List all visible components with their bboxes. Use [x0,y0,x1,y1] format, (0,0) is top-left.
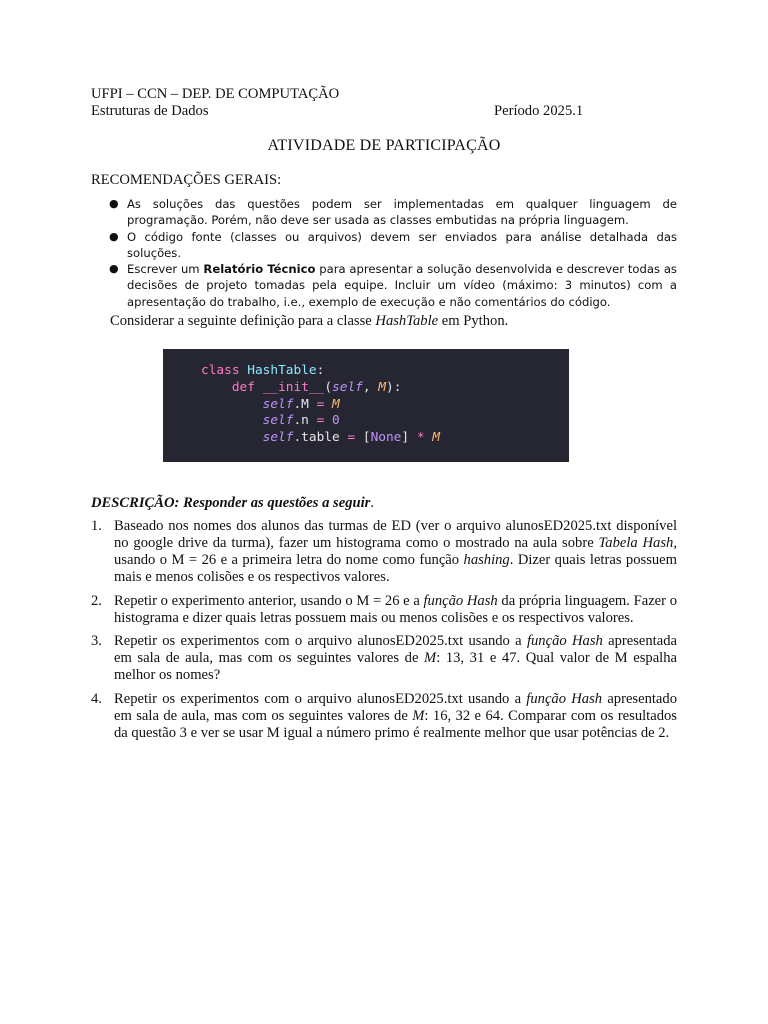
recommendation-text: O código fonte (classes ou arquivos) devem ser enviados para análise detalhada das soluções. [127,229,677,260]
attr-token: .n [293,413,317,429]
text-emphasis: função Hash [526,633,603,650]
operator: = [316,396,325,412]
text-emphasis: hashing [463,551,510,568]
description-text: Responder as questões a seguir [183,495,371,511]
none-token: None [370,430,402,446]
punct: [ [362,430,371,446]
text-run: . Dizer quais letras possuem mais e menos colisões e os respectivos valores. [114,551,678,585]
operator: = [347,430,356,446]
description-label: DESCRIÇÃO [91,495,175,511]
attr-token: .M [293,396,317,412]
text-emphasis: Tabela Hash [598,534,674,551]
period-label: Período 2025.1 [494,103,584,119]
question-text [114,691,677,741]
keyword: def [231,379,255,395]
technical-report-emphasis: Relatório Técnico [203,262,316,277]
text-emphasis: M [424,650,437,667]
question-number: 3. [91,633,102,650]
institution-line: UFPI – CCN – DEP. DE COMPUTAÇÃO [91,86,340,102]
intro-paragraph [110,313,508,330]
bullet-icon: ● [109,197,119,210]
text-run: : 16, 32 e 64. Comparar com os resultados da questão 3 e ver se usar M igual a número primo é realmente melhor que usar potências de 2. [114,708,677,741]
punct: , [362,379,379,395]
text-run: Escrever um [127,262,204,277]
list-item [91,518,677,586]
function-name: __init__ [262,379,325,395]
list-item [91,691,677,742]
self-token: self [262,430,294,446]
param-token: M [432,430,440,446]
text-run: em Python. [438,313,509,329]
course-name: Estruturas de Dados [91,103,209,119]
punct: : [174,495,184,511]
text-run: : 13, 31 e 47. Qual valor de M espalha melhor os nomes? [114,650,677,684]
text-emphasis: função Hash [423,592,498,609]
self-token: self [262,413,294,429]
question-text [114,593,677,626]
keyword: class [201,363,240,378]
code-block [163,349,569,462]
punct: : [316,363,325,378]
operator: = [316,413,325,429]
text-run: Considerar a seguinte definição para a classe [110,313,376,329]
self-token: self [262,396,294,412]
question-number: 1. [91,518,102,534]
class-name-emphasis: HashTable [375,313,439,329]
text-run: , usando o M = 26 e a primeira letra do nome como função [114,534,677,568]
text-emphasis: função Hash [526,691,603,708]
attr-token: .table [293,430,348,446]
recommendations-heading: RECOMENDAÇÕES GERAIS: [91,172,282,188]
questions-list [91,518,677,749]
text-run: da própria linguagem. Fazer o histograma e dizer quais letras possuem mais ou menos colisões e os respectivos valores. [114,592,677,626]
text-run: apresentado em sala de aula, mas com os seguintes valores de [114,691,678,725]
list-item [105,196,677,229]
text-run: apresentada em sala de aula, mas com os seguintes valores de [114,633,677,667]
list-item [91,593,677,627]
operator: * [416,430,425,446]
recommendations-list [105,196,677,310]
punct: ): [386,379,402,395]
punct: ( [324,379,333,395]
question-number: 2. [91,592,102,609]
class-name: HashTable [247,363,317,378]
recommendation-text: As soluções das questões podem ser implementadas em qualquer linguagem de programação. Porém, não deve ser usada as classes embutidas na própria linguagem. [127,197,677,228]
recommendation-text [127,262,677,309]
list-item [105,261,677,310]
text-run: Repetir o experimento anterior, usando o M = 26 e a [114,592,424,609]
question-text [114,518,677,585]
text-run: para apresentar a solução desenvolvida e descrever todas as decisões de projeto tomadas pela equipe. Incluir um vídeo (máximo: 3 minutos) com a apresentação do trabalho, i.e., exemplo de execução e não comentários do código. [127,262,677,309]
bullet-icon: ● [109,229,119,243]
list-item [91,633,677,684]
param-token: M [332,396,340,412]
punct: . [370,495,375,511]
text-run: Repetir os experimentos com o arquivo alunosED2025.txt usando a [114,633,527,650]
text-run: Baseado nos nomes dos alunos das turmas de ED (ver o arquivo alunosED2025.txt disponível no google drive da turma), fazer um histograma como o mostrado na aula sobre [114,518,677,551]
param-token: M [378,379,386,395]
number-token: 0 [332,413,340,429]
question-number: 4. [91,691,102,708]
text-emphasis: M [412,708,425,725]
question-text [114,633,677,683]
bullet-icon: ● [109,262,119,276]
list-item [105,229,677,262]
punct: ] [401,430,410,446]
text-run: Repetir os experimentos com o arquivo alunosED2025.txt usando a [114,691,527,708]
description-heading [91,495,374,512]
page-title: ATIVIDADE DE PARTICIPAÇÃO [267,137,501,154]
self-token: self [332,379,363,395]
code-text [201,363,440,447]
